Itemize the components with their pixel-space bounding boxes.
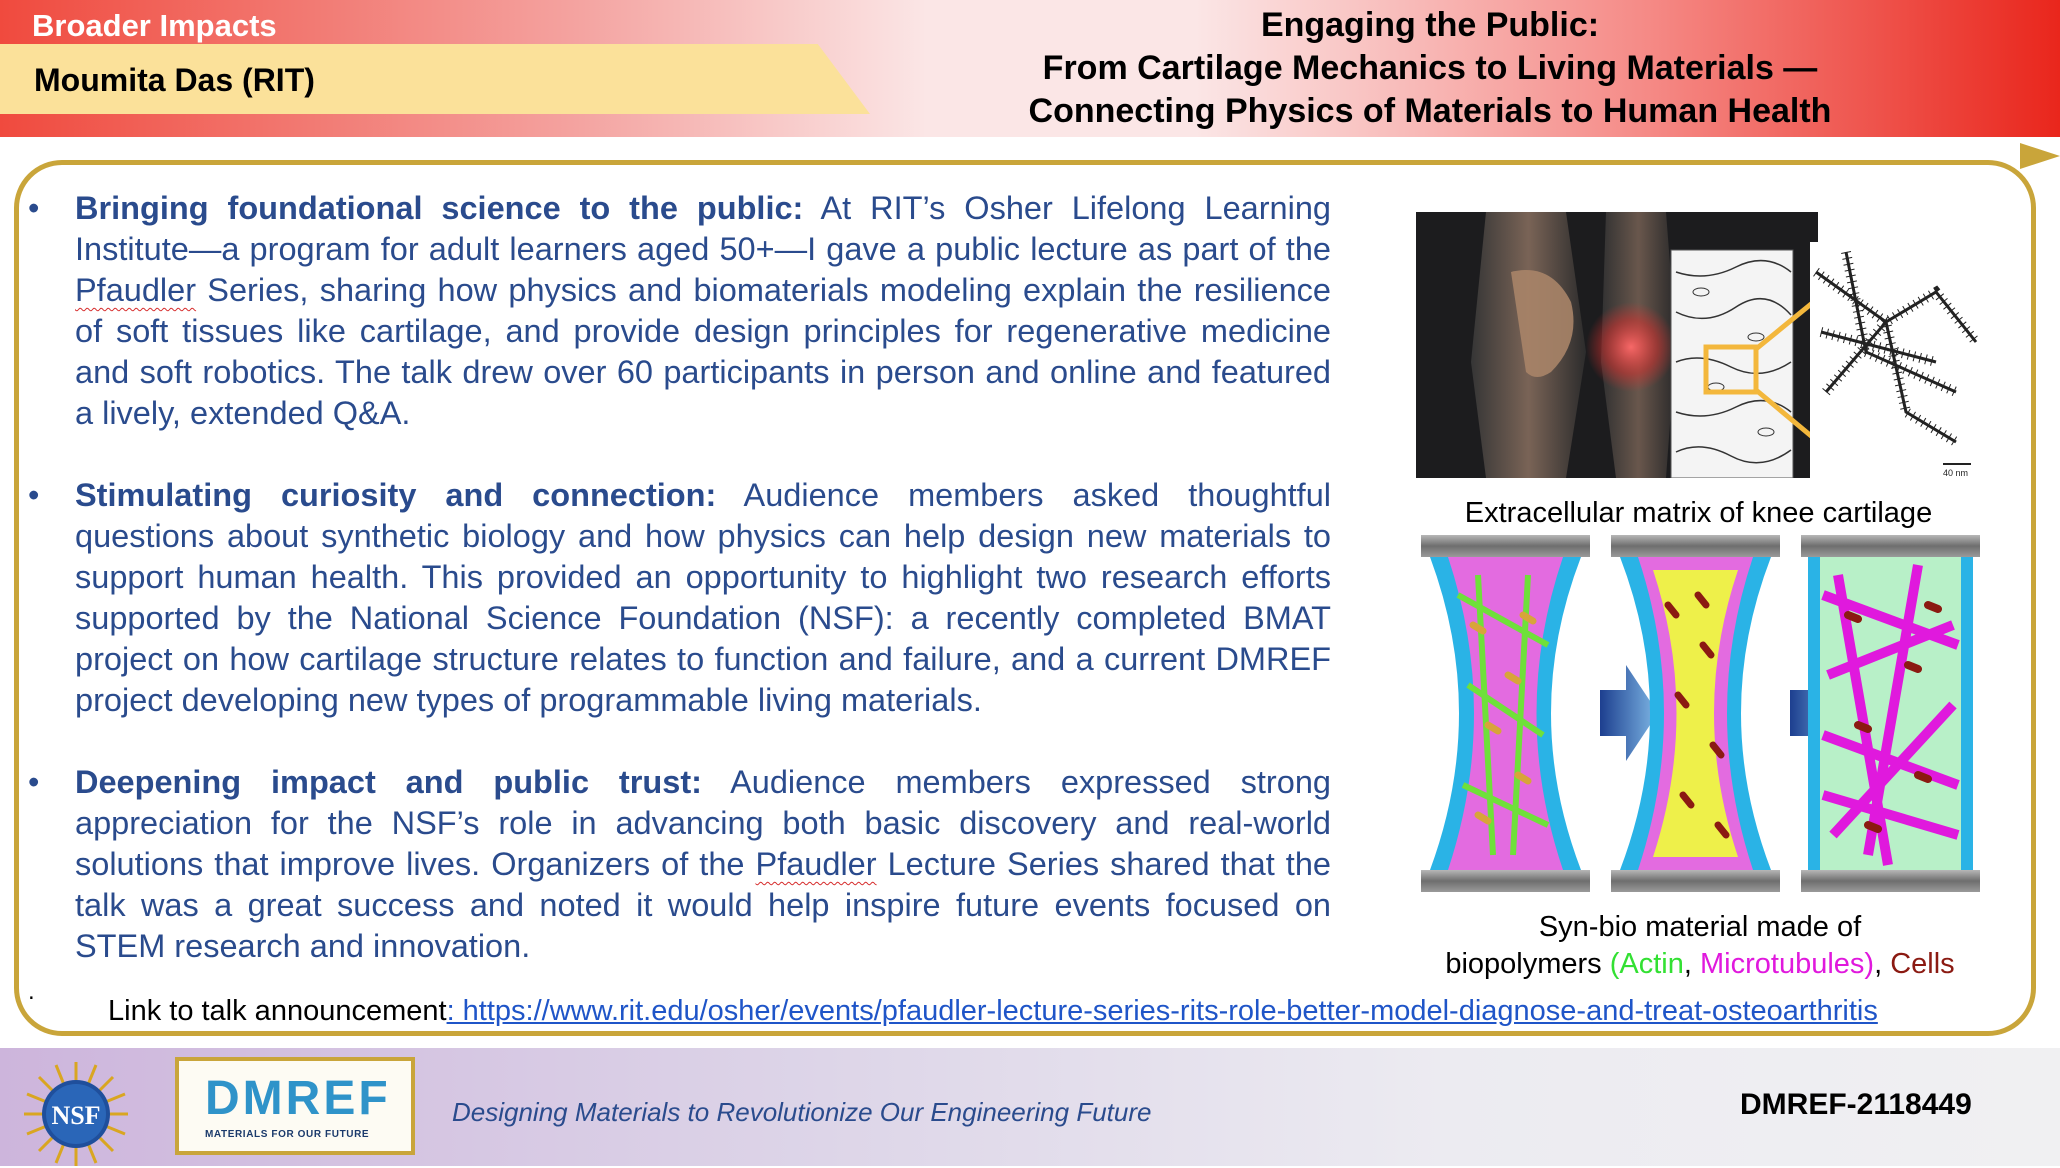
link-label: Link to talk announcement <box>108 995 447 1027</box>
knee-cartilage-figure <box>1416 212 1981 478</box>
caption-text: , <box>1683 948 1700 980</box>
caption-text: biopolymers <box>1445 948 1610 980</box>
dmref-logo <box>175 1057 415 1155</box>
frame-arrow-icon <box>2020 143 2060 169</box>
microtubules-label: Microtubules) <box>1700 948 1875 980</box>
bullet-list <box>28 188 1331 1008</box>
synbio-caption-line-1: Syn-bio material made of <box>1538 911 1862 943</box>
bullet-marker: • <box>28 477 40 513</box>
bullet-lead: Stimulating curiosity and connection: <box>75 477 717 513</box>
footer-tagline: Designing Materials to Revolutionize Our Engineering Future <box>452 1097 1152 1127</box>
bullet-item <box>28 762 1331 967</box>
nsf-logo <box>22 1060 130 1168</box>
dmref-subtitle: MATERIALS FOR OUR FUTURE <box>205 1129 370 1140</box>
stray-dot: . <box>28 978 35 1005</box>
bullet-text: Audience members expressed strong appreciation for the NSF’s role in advancing both basic discovery and real-world solutions that improve lives. Organizers of the <box>75 764 1331 882</box>
nsf-text: NSF <box>51 1101 101 1130</box>
spellcheck-word: Pfaudler <box>755 846 877 882</box>
synbio-caption <box>1400 909 2000 983</box>
bullet-marker: • <box>28 190 40 226</box>
bullet-text: Audience members asked thoughtful questions about synthetic biology and how physics can help design new materials to support human health. This provided an opportunity to highlight two research efforts supported by the National Science Foundation (NSF): a recently completed BMAT project on how cartilage structure relates to function and failure, and a current DMREF project developing new types of programmable living materials. <box>75 477 1331 718</box>
title-line-3: Connecting Physics of Materials to Human Health <box>1028 92 1832 130</box>
bullet-marker: • <box>28 764 40 800</box>
gel-stage-1 <box>1421 535 1590 892</box>
dmref-word: DMREF <box>205 1072 391 1125</box>
title-line-2: From Cartilage Mechanics to Living Materials — <box>1042 49 1818 87</box>
section-label: Broader Impacts <box>32 8 277 43</box>
author-name: Moumita Das (RIT) <box>34 62 315 98</box>
award-number: DMREF-2118449 <box>1740 1088 1972 1121</box>
bullet-item <box>28 188 1331 434</box>
bullet-text: Lecture Series shared that the talk was a great success and noted it would help inspire future events focused on STEM research and innovation. <box>75 846 1331 964</box>
bullet-lead: Deepening impact and public trust: <box>75 764 702 800</box>
synbio-material-figure <box>1418 535 1983 895</box>
title-line-1: Engaging the Public: <box>1260 6 1600 44</box>
announcement-link-line <box>108 995 1878 1028</box>
synbio-caption-line-2 <box>1400 946 2000 983</box>
knee-caption: Extracellular matrix of knee cartilage <box>1464 497 1933 529</box>
bullet-text: At RIT’s Osher Lifelong Learning Institute—a program for adult learners aged 50+—I gave a public lecture as part of the <box>75 190 1331 267</box>
slide-title <box>980 4 1880 133</box>
bullet-text: Series, sharing how physics and biomaterials modeling explain the resilience of soft tissues like cartilage, and provide design principles for regenerative medicine and soft robotics. The talk drew over 60 participants in person and online and featured a lively, extended Q&A. <box>75 272 1331 431</box>
announcement-link[interactable]: : https://www.rit.edu/osher/events/pfaudler-lecture-series-rits-role-better-model-diagnose-and-treat-osteoarthritis <box>446 995 1878 1027</box>
spellcheck-word: Pfaudler <box>75 272 197 308</box>
gel-stage-3 <box>1801 535 1980 892</box>
actin-label: (Actin <box>1609 948 1684 980</box>
caption-text: , <box>1874 948 1891 980</box>
bullet-lead: Bringing foundational science to the public: <box>75 190 804 226</box>
biopolymer-network-drawing <box>1810 242 1981 478</box>
cells-label: Cells <box>1890 948 1955 980</box>
bullet-item <box>28 475 1331 721</box>
scale-label: 40 nm <box>1943 468 1969 478</box>
